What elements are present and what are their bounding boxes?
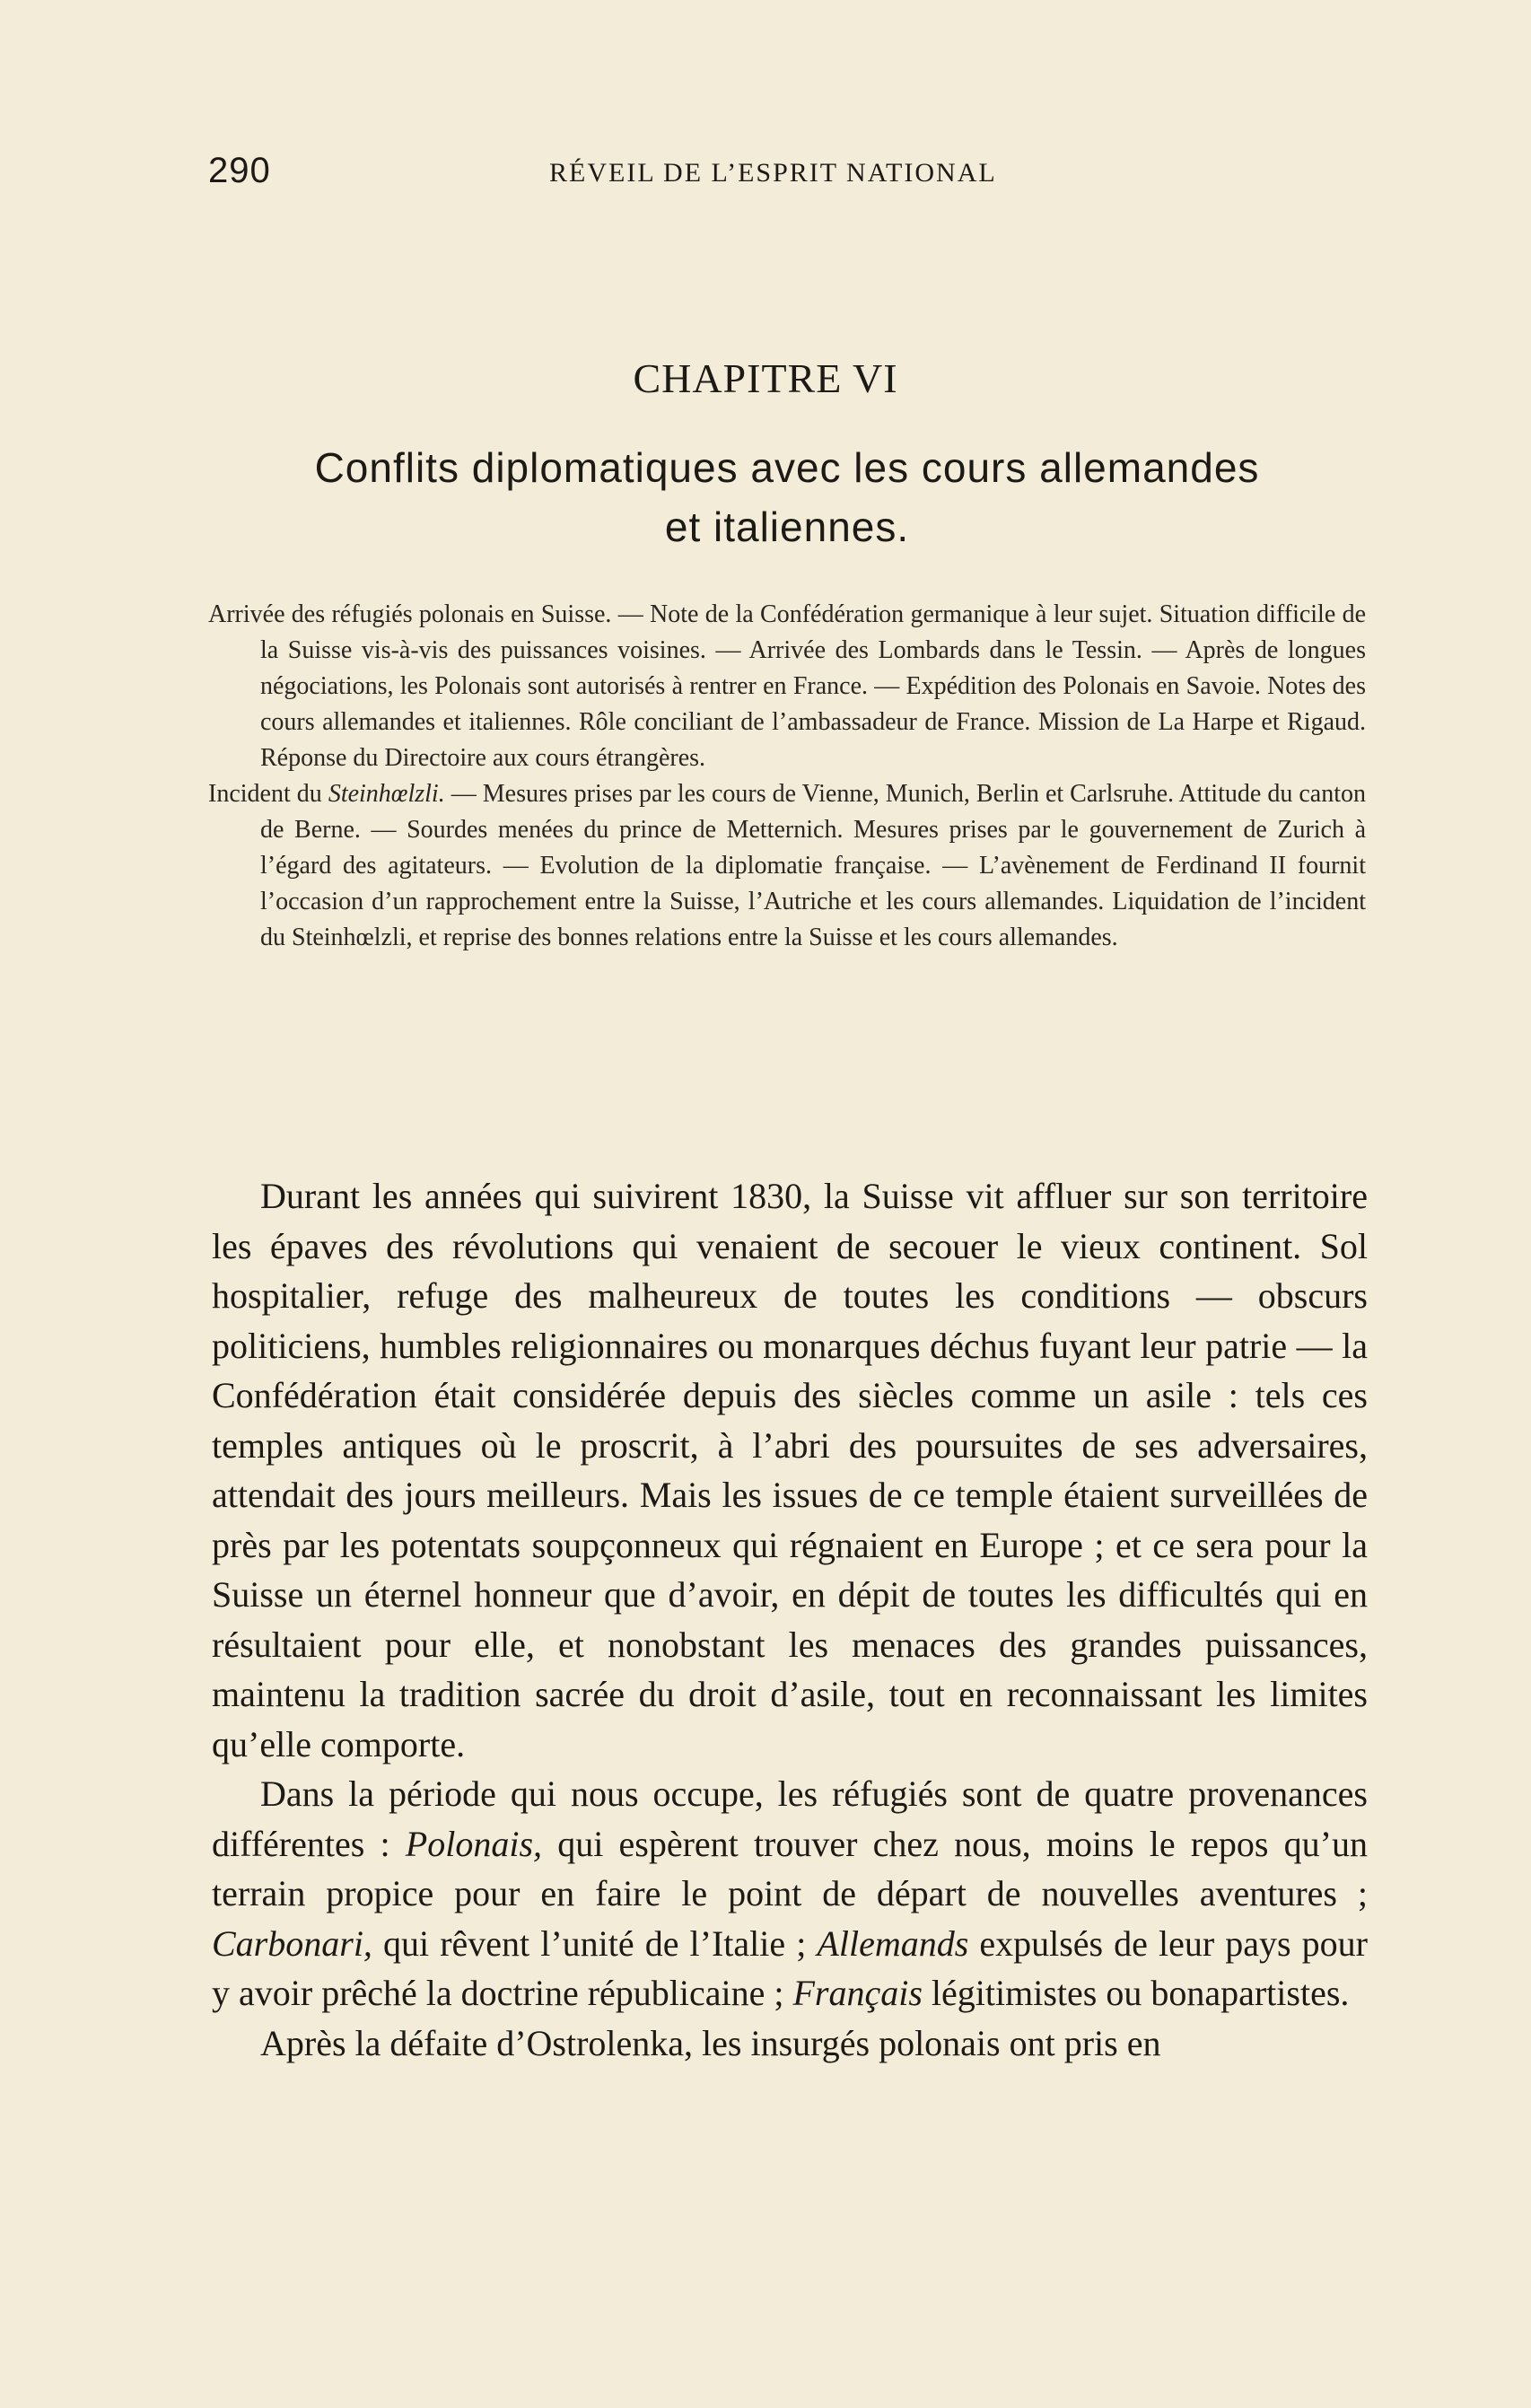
chapter-title	[208, 438, 1366, 556]
summary-text: — Mesures prises par les cours de Vienne, Munich, Berlin et Carlsruhe. Attitude du canton de Berne. — Sourdes menées du prince de Metternich. Mesures prises par le gouvernement de Zurich à l’égard des agitateurs. — Evolution de la diplomatie française. — L’avènement de Ferdinand II fournit l’occasion d’un rapprochement entre la Suisse, l’Autriche et les cours allemandes. Liquidation de l’incident du Steinhœlzli, et reprise des bonnes relations entre la Suisse et les cours allemandes.	[260, 780, 1366, 951]
chapter-label: CHAPITRE VI	[633, 355, 898, 401]
body-text-run: Dans la période qui nous occupe, les réfugiés sont de quatre provenances différentes :	[212, 1773, 1368, 1864]
running-head	[208, 151, 1366, 196]
chapter-summary	[208, 597, 1366, 956]
body-text-run: qui espèrent trouver chez nous, moins le repos qu’un terrain propice pour en faire le point de départ de nouvelles aventures ;	[212, 1823, 1368, 1913]
summary-paragraph-2	[208, 776, 1366, 956]
summary-text: Incident du	[208, 780, 328, 808]
italic-term-allemands: Allemands	[817, 1922, 969, 1964]
italic-term-carbonari: Carbonari,	[212, 1922, 372, 1964]
body-text-run: légitimistes ou bonapartistes.	[922, 1973, 1350, 2013]
summary-paragraph-1: Arrivée des réfugiés polonais en Suisse. — Note de la Confédération germanique à leur sujet. Situation difficile de la Suisse vis-à-vis des puissances voisines. — Arrivée des Lombards dans le Tessin. — Après de longues négociations, les Polonais sont autorisés à rentrer en France. — Expédition des Polonais en Savoie. Notes des cours allemandes et italiennes. Rôle conciliant de l’ambassadeur de France. Mission de La Harpe et Rigaud. Réponse du Directoire aux cours étrangères.	[208, 600, 1366, 772]
body-text	[212, 1171, 1368, 2068]
body-paragraph-3: Après la défaite d’Ostrolenka, les insurgés polonais ont pris en	[260, 2022, 1161, 2063]
italic-term-polonais: Polonais,	[405, 1823, 543, 1864]
body-paragraph-2	[212, 1769, 1368, 2018]
italic-term-francais: Français	[792, 1973, 923, 2013]
summary-italic-term: Steinhœlzli.	[328, 780, 445, 808]
running-title: RÉVEIL DE L’ESPRIT NATIONAL	[549, 158, 997, 188]
body-paragraph-1: Durant les années qui suivirent 1830, la Suisse vit affluer sur son territoire les épaves des révolutions qui venaient de secouer le vieux continent. Sol hospitalier, refuge des malheureux de toutes les conditions — obscurs politiciens, humbles religionnaires ou monarques déchus fuyant leur patrie — la Confédération était considérée depuis des siècles comme un asile : tels ces temples antiques où le proscrit, à l’abri des poursuites de ses adversaires, attendait des jours meilleurs. Mais les issues de ce temple étaient surveillées de près par les potentats soupçonneux qui régnaient en Europe ; et ce sera pour la Suisse un éternel honneur que d’avoir, en dépit de toutes les difficultés qui en résultaient pour elle, et nonobstant les menaces des grandes puissances, maintenu la tradition sacrée du droit d’asile, tout en reconnaissant les limites qu’elle comporte.	[212, 1176, 1368, 1764]
chapter-title-line-1: Conflits diplomatiques avec les cours allemandes	[314, 444, 1260, 491]
body-text-run: expulsés de leur pays pour y avoir prêché la doctrine républicaine ;	[212, 1922, 1368, 2013]
chapter-title-line-2: et italiennes.	[664, 503, 910, 550]
page-number: 290	[208, 151, 271, 190]
body-text-run: qui rêvent l’unité de l’Italie ;	[372, 1922, 818, 1964]
